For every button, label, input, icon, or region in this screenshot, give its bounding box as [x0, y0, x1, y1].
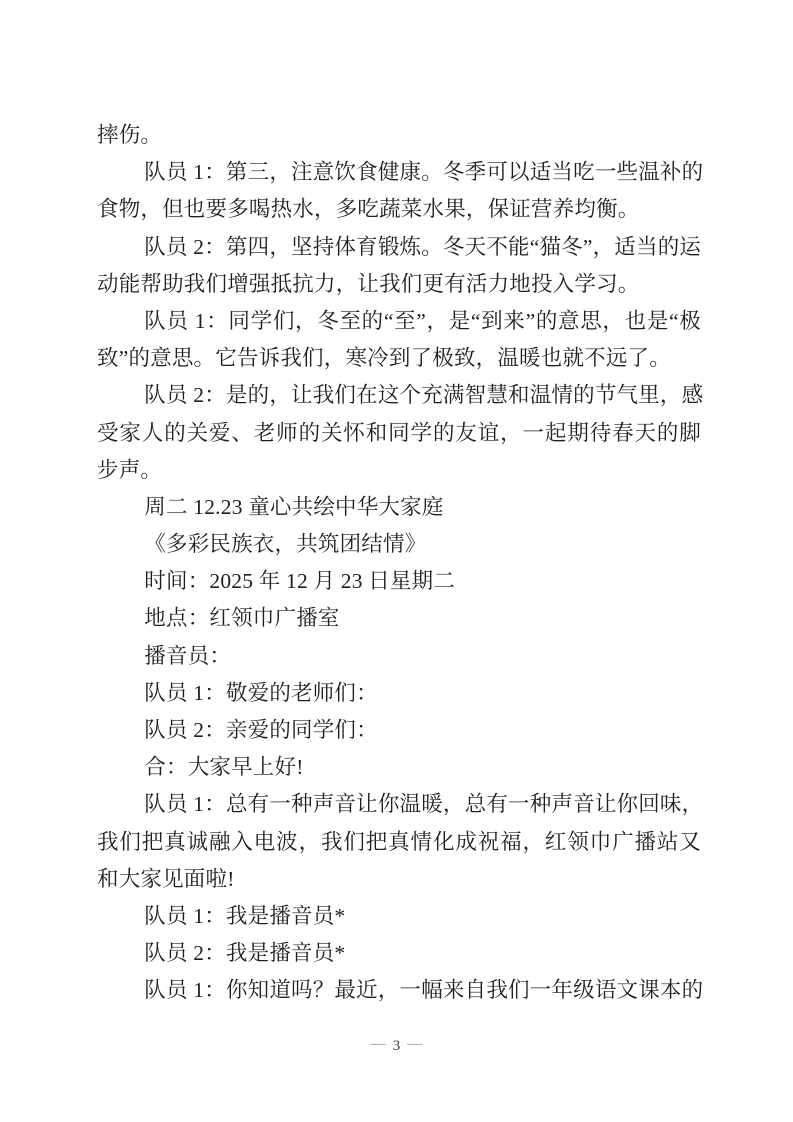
- text-line: 队员 1：总有一种声音让你温暖，总有一种声音让你回味，: [144, 792, 704, 817]
- footer-right-dash: —: [407, 1036, 423, 1052]
- text-line: 致”的意思。它告诉我们，寒冷到了极致，温暖也就不远了。: [97, 346, 671, 371]
- footer-left-dash: —: [370, 1036, 386, 1052]
- text-line: 合：大家早上好!: [144, 755, 304, 780]
- text-line: 受家人的关爱、老师的关怀和同学的友谊，一起期待春天的脚: [97, 420, 701, 445]
- text-line: 地点：红领巾广播室: [144, 606, 340, 631]
- text-line: 摔伤。: [97, 123, 163, 147]
- text-line: 《多彩民族衣，共筑团结情》: [144, 532, 427, 557]
- text-line: 队员 1：我是播音员*: [144, 903, 346, 928]
- text-line: 和大家见面啦!: [97, 866, 235, 891]
- text-line: 队员 2：是的，让我们在这个充满智慧和温情的节气里，感: [144, 383, 704, 408]
- text-line: 周二 12.23 童心共绘中华大家庭: [144, 494, 444, 519]
- text-line: 播音员：: [144, 643, 232, 668]
- text-line: 食物，但也要多喝热水，多吃蔬菜水果，保证营养均衡。: [97, 197, 640, 222]
- text-line: 队员 1：敬爱的老师们：: [144, 680, 378, 705]
- document-body: [97, 117, 704, 1010]
- text-line: 队员 2：亲爱的同学们：: [144, 718, 378, 742]
- page-footer: [0, 1036, 793, 1056]
- text-line: 时间：2025 年 12 月 23 日星期二: [144, 569, 456, 594]
- text-line: 队员 2：第四，坚持体育锻炼。冬天不能“猫冬”，适当的运: [144, 234, 702, 259]
- text-line: 我们把真诚融入电波，我们把真情化成祝福，红领巾广播站又: [97, 829, 701, 854]
- text-line: 队员 1：同学们，冬至的“至”，是“到来”的意思，也是“极: [144, 308, 701, 333]
- text-line: 步声。: [97, 457, 163, 482]
- page-number: 3: [392, 1038, 401, 1054]
- text-line: 队员 1：你知道吗？最近，一幅来自我们一年级语文课本的: [144, 978, 704, 1003]
- text-line: 队员 1：第三，注意饮食健康。冬季可以适当吃一些温补的: [144, 160, 704, 185]
- text-line: 动能帮助我们增强抵抗力，让我们更有活力地投入学习。: [97, 271, 640, 296]
- text-line: 队员 2：我是播音员*: [144, 941, 346, 966]
